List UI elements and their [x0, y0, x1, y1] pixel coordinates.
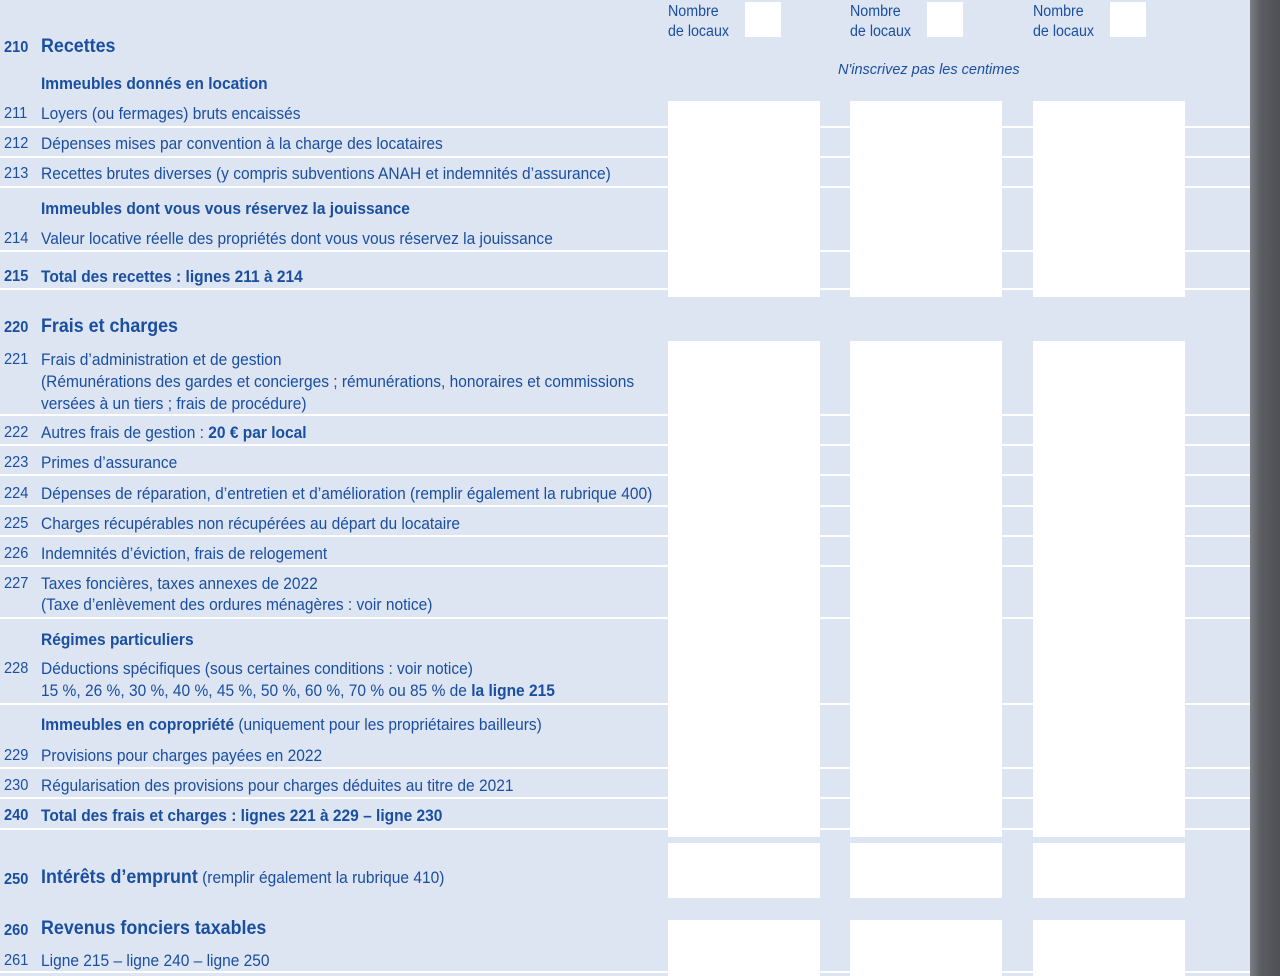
line-226-label: Indemnités d’éviction, frais de relogement	[41, 545, 328, 563]
col3-header	[1033, 2, 1094, 42]
line-211-label: Loyers (ou fermages) bruts encaissés	[41, 105, 301, 123]
row-separator	[0, 828, 1250, 830]
col1-recettes-fields[interactable]	[668, 101, 820, 297]
row-separator	[0, 186, 1250, 188]
col2-count-field[interactable]	[927, 2, 963, 37]
line-223-label: Primes d’assurance	[41, 454, 178, 472]
line-228-label: Déductions spécifiques (sous certaines conditions : voir notice)	[41, 660, 473, 678]
line-221-label: Frais d’administration et de gestion	[41, 351, 282, 369]
subsection-copro-title: Immeubles en copropriété	[41, 716, 235, 734]
line-number: 227	[4, 575, 29, 592]
line-222-amount: 20 € par local	[208, 424, 307, 442]
line-228-ref: la ligne 215	[471, 682, 555, 700]
subsection-location: Immeubles donnés en location	[41, 75, 268, 93]
line-221-detail-2: versées à un tiers ; frais de procédure)	[41, 395, 307, 413]
line-number: 222	[4, 424, 29, 441]
line-number: 214	[4, 230, 29, 247]
line-222-label	[41, 422, 307, 444]
line-number: 260	[4, 922, 29, 939]
line-number: 228	[4, 660, 29, 677]
line-number: 240	[4, 807, 29, 824]
line-225-label: Charges récupérables non récupérées au départ du locataire	[41, 515, 461, 533]
subsection-jouissance: Immeubles dont vous vous réservez la jouissance	[41, 200, 410, 218]
col1-interets-field[interactable]	[668, 843, 820, 898]
line-number: 250	[4, 871, 29, 888]
line-240-label: Total des frais et charges : lignes 221 à 229 – ligne 230	[41, 807, 443, 825]
line-228-rates: 15 %, 26 %, 30 %, 40 %, 45 %, 50 %, 60 %, 70 % ou 85 % de	[41, 682, 472, 700]
viewer-edge	[1250, 0, 1280, 976]
row-separator	[0, 703, 1250, 705]
col1-header-line1: Nombre	[668, 3, 719, 20]
col3-header-line2: de locaux	[1033, 23, 1095, 40]
col2-recettes-fields[interactable]	[850, 101, 1002, 297]
subsection-regimes: Régimes particuliers	[41, 631, 194, 649]
line-227-label: Taxes foncières, taxes annexes de 2022	[41, 575, 318, 593]
line-224-label: Dépenses de réparation, d’entretien et d’amélioration (remplir également la rubrique 400)	[41, 485, 653, 503]
line-221-detail: (Rémunérations des gardes et concierges ; rémunérations, honoraires et commissions	[41, 373, 635, 391]
section-title-recettes: Recettes	[41, 36, 116, 57]
row-separator	[0, 250, 1250, 252]
col2-header	[850, 2, 911, 42]
row-separator	[0, 565, 1250, 567]
line-number: 220	[4, 319, 29, 336]
line-number: 229	[4, 747, 29, 764]
line-261-label: Ligne 215 – ligne 240 – ligne 250	[41, 952, 270, 970]
row-separator	[0, 474, 1250, 476]
row-separator	[0, 505, 1250, 507]
line-229-label: Provisions pour charges payées en 2022	[41, 747, 323, 765]
row-separator	[0, 535, 1250, 537]
line-number: 224	[4, 485, 29, 502]
line-250-title: Intérêts d’emprunt	[41, 867, 198, 888]
line-number: 221	[4, 351, 29, 368]
row-separator	[0, 288, 1250, 290]
col1-revenus-field[interactable]	[668, 920, 820, 976]
line-number: 261	[4, 952, 29, 969]
col2-header-line1: Nombre	[850, 3, 901, 20]
line-214-label: Valeur locative réelle des propriétés dont vous vous réservez la jouissance	[41, 230, 553, 248]
col3-interets-field[interactable]	[1033, 843, 1185, 898]
col1-header-line2: de locaux	[668, 23, 730, 40]
line-number: 210	[4, 39, 29, 56]
col3-header-line1: Nombre	[1033, 3, 1084, 20]
line-228-detail	[41, 680, 555, 702]
line-number: 223	[4, 454, 29, 471]
row-separator	[0, 617, 1250, 619]
line-212-label: Dépenses mises par convention à la charge des locataires	[41, 135, 443, 153]
line-215-label: Total des recettes : lignes 211 à 214	[41, 268, 303, 286]
line-250-label	[41, 867, 444, 889]
section-title-revenus: Revenus fonciers taxables	[41, 918, 267, 939]
line-number: 212	[4, 135, 29, 152]
line-222-text: Autres frais de gestion :	[41, 424, 209, 442]
col3-count-field[interactable]	[1110, 2, 1146, 37]
col3-recettes-fields[interactable]	[1033, 101, 1185, 297]
col2-revenus-field[interactable]	[850, 920, 1002, 976]
line-number: 211	[4, 105, 28, 122]
line-number: 225	[4, 515, 29, 532]
col3-revenus-field[interactable]	[1033, 920, 1185, 976]
row-separator	[0, 767, 1250, 769]
section-title-frais: Frais et charges	[41, 316, 179, 337]
line-number: 215	[4, 268, 29, 285]
line-number: 213	[4, 165, 29, 182]
col2-header-line2: de locaux	[850, 23, 912, 40]
subsection-copro-note: (uniquement pour les propriétaires bailleurs)	[234, 716, 542, 734]
row-separator	[0, 444, 1250, 446]
line-227-detail: (Taxe d’enlèvement des ordures ménagères : voir notice)	[41, 596, 433, 614]
line-number: 230	[4, 777, 29, 794]
line-213-label: Recettes brutes diverses (y compris subventions ANAH et indemnités d’assurance)	[41, 165, 611, 183]
line-number: 226	[4, 545, 29, 562]
row-separator	[0, 156, 1250, 158]
col2-interets-field[interactable]	[850, 843, 1002, 898]
line-250-note: (remplir également la rubrique 410)	[197, 869, 445, 887]
subsection-copro	[41, 714, 542, 736]
no-cents-note: N'inscrivez pas les centimes	[838, 62, 1020, 78]
row-separator	[0, 797, 1250, 799]
line-230-label: Régularisation des provisions pour charges déduites au titre de 2021	[41, 777, 514, 795]
row-separator	[0, 126, 1250, 128]
col1-count-field[interactable]	[745, 2, 781, 37]
col1-header	[668, 2, 729, 42]
